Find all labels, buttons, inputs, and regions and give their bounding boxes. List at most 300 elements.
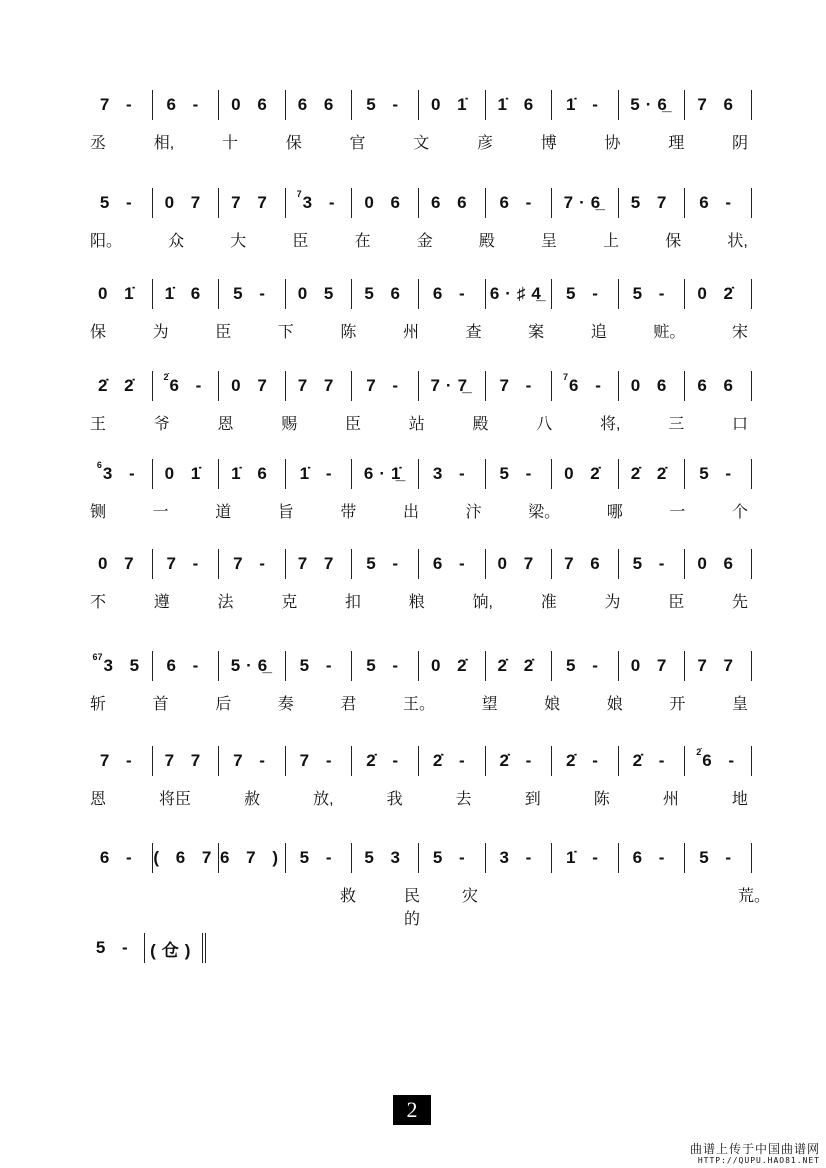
grace-note: 6 bbox=[96, 460, 102, 470]
measure-notes: 7 - bbox=[233, 554, 271, 573]
lyric: 斩 bbox=[90, 696, 107, 713]
measure bbox=[619, 279, 686, 309]
measure bbox=[219, 843, 286, 873]
lyric: 大 bbox=[230, 233, 247, 250]
measure-notes: 7 - bbox=[233, 751, 271, 770]
measure-notes: 2̇ - bbox=[366, 751, 405, 770]
measure bbox=[153, 279, 220, 309]
lyric: 十 bbox=[221, 135, 238, 152]
score-system bbox=[86, 746, 752, 809]
measure-notes: 6 7 ) bbox=[219, 848, 284, 867]
measure bbox=[286, 459, 353, 489]
measure bbox=[619, 90, 686, 120]
lyric: 三 bbox=[668, 416, 685, 433]
measure bbox=[352, 746, 419, 776]
measure-notes: 0 6 bbox=[630, 376, 673, 395]
measure bbox=[552, 279, 619, 309]
measure bbox=[685, 279, 752, 309]
measure-notes: 0 1̇ bbox=[164, 464, 207, 483]
lyric: 查 bbox=[465, 324, 482, 341]
measure-notes: 3 - bbox=[302, 193, 341, 212]
lyric: 到 bbox=[524, 791, 541, 808]
measure bbox=[86, 90, 153, 120]
measure bbox=[486, 843, 553, 873]
lyric: 道 bbox=[215, 504, 232, 521]
measure bbox=[619, 459, 686, 489]
lyric: 金 bbox=[416, 233, 433, 250]
measure-notes: 7 7 bbox=[164, 751, 207, 770]
lyric: 一 bbox=[669, 504, 686, 521]
measure-notes: 7 6 bbox=[564, 554, 606, 573]
lyric: 先 bbox=[731, 594, 748, 611]
measure-notes: 0 5 bbox=[297, 284, 340, 303]
measure-notes: 1̇ 6 bbox=[164, 284, 207, 303]
measure-notes: 2̇ 2̇ bbox=[497, 656, 540, 675]
measure-notes: 6 - bbox=[702, 751, 741, 770]
measure-notes: 6 - bbox=[632, 848, 671, 867]
measure bbox=[153, 843, 220, 873]
grace-note: 2̇ bbox=[696, 747, 702, 757]
measure bbox=[419, 371, 486, 401]
measure-notes: 7 - bbox=[99, 95, 138, 114]
measure-notes: 2̇ - bbox=[632, 751, 671, 770]
measure bbox=[153, 549, 220, 579]
measure bbox=[619, 843, 686, 873]
lyric: 协 bbox=[604, 135, 621, 152]
measure-notes: 0 2̇ bbox=[564, 464, 606, 483]
measure bbox=[286, 188, 353, 218]
measure-notes: 7 - bbox=[499, 376, 538, 395]
measure bbox=[685, 90, 752, 120]
measure-notes: 6 - bbox=[169, 376, 208, 395]
measure bbox=[352, 459, 419, 489]
measure-notes: 5 3 bbox=[364, 848, 406, 867]
lyric: 阴 bbox=[731, 135, 748, 152]
measure bbox=[619, 371, 686, 401]
measure-notes: 7 - bbox=[299, 751, 338, 770]
measure-notes: (仓) bbox=[150, 940, 197, 960]
lyric: 保 bbox=[90, 324, 107, 341]
page-number: 2 bbox=[393, 1095, 431, 1125]
lyric: 首 bbox=[152, 696, 169, 713]
lyric: 官 bbox=[349, 135, 366, 152]
measure bbox=[419, 459, 486, 489]
score-system bbox=[86, 90, 752, 153]
lyrics-line bbox=[86, 411, 752, 434]
measure bbox=[419, 843, 486, 873]
lyric: 保 bbox=[285, 135, 302, 152]
lyric: 将, bbox=[600, 416, 621, 433]
lyrics-line bbox=[86, 130, 752, 153]
lyric: 追 bbox=[590, 324, 607, 341]
measure-notes: 6 - bbox=[166, 95, 205, 114]
lyric: 准 bbox=[540, 594, 557, 611]
lyric: 案 bbox=[528, 324, 545, 341]
lyric: 臣 bbox=[668, 594, 685, 611]
lyric: 灾 bbox=[462, 888, 479, 905]
measure-notes: 7 7 bbox=[231, 193, 273, 212]
measure bbox=[86, 371, 153, 401]
measure-notes: 5 - bbox=[699, 464, 738, 483]
measure bbox=[685, 746, 752, 776]
lyric: 娘 bbox=[606, 696, 623, 713]
grace-note: 2̇ bbox=[163, 372, 169, 382]
measure-notes: 0 1̇ bbox=[430, 95, 473, 114]
measure-notes: 2̇ 2̇ bbox=[97, 376, 140, 395]
measure-notes: 3 - bbox=[432, 464, 471, 483]
lyric: 口 bbox=[731, 416, 748, 433]
measure-notes: 6 - bbox=[166, 656, 205, 675]
measure-notes: 0 2̇ bbox=[430, 656, 473, 675]
measure bbox=[352, 371, 419, 401]
lyric: 为 bbox=[604, 594, 621, 611]
measure-notes: 5 - bbox=[299, 848, 338, 867]
measure bbox=[219, 90, 286, 120]
lyric: 铡 bbox=[90, 504, 107, 521]
lyric: 宋 bbox=[731, 324, 748, 341]
measure-notes: 6 - bbox=[569, 376, 607, 395]
lyric: 保 bbox=[665, 233, 682, 250]
notation-line bbox=[86, 279, 752, 309]
measure-notes: 0 7 bbox=[164, 193, 207, 212]
lyric: 赃。 bbox=[653, 324, 686, 341]
measure bbox=[286, 746, 353, 776]
measure bbox=[419, 279, 486, 309]
measure-notes: 5 - bbox=[366, 95, 405, 114]
measure-notes: 5 - bbox=[366, 656, 405, 675]
score-system bbox=[86, 843, 771, 929]
measure-notes: 6·1̲̇ bbox=[363, 464, 407, 483]
measure bbox=[286, 651, 353, 681]
measure-notes: 5 - bbox=[632, 554, 671, 573]
grace-note: 67 bbox=[92, 652, 103, 662]
measure bbox=[219, 746, 286, 776]
measure-notes: 5 - bbox=[632, 284, 671, 303]
measure-notes: 5 - bbox=[95, 938, 134, 957]
measure bbox=[153, 90, 220, 120]
measure-notes: 6·♯4̲ bbox=[489, 284, 547, 303]
lyric: 君 bbox=[340, 696, 357, 713]
measure bbox=[153, 459, 220, 489]
lyric: 王 bbox=[90, 416, 107, 433]
measure bbox=[86, 651, 153, 681]
measure bbox=[552, 371, 619, 401]
measure bbox=[685, 371, 752, 401]
measure bbox=[419, 549, 486, 579]
measure bbox=[219, 651, 286, 681]
measure-notes: 0 7 bbox=[231, 376, 273, 395]
measure bbox=[219, 459, 286, 489]
notation-line bbox=[86, 459, 752, 489]
measure-notes: 6 - bbox=[99, 848, 138, 867]
measure bbox=[153, 651, 220, 681]
measure bbox=[286, 843, 353, 873]
measure-notes: 0 7 bbox=[630, 656, 673, 675]
notation-line bbox=[86, 549, 752, 579]
measure-notes: 7 7 bbox=[297, 554, 340, 573]
measure-notes: 3 5 bbox=[103, 656, 146, 675]
measure bbox=[486, 746, 553, 776]
measure-notes: 3 - bbox=[499, 848, 538, 867]
measure bbox=[685, 188, 752, 218]
measure bbox=[286, 549, 353, 579]
score-system bbox=[86, 371, 752, 434]
lyric: 恩 bbox=[90, 791, 107, 808]
measure bbox=[86, 746, 153, 776]
lyric: 出 bbox=[402, 504, 419, 521]
measure-notes: 5 - bbox=[566, 284, 604, 303]
measure-notes: 5 - bbox=[699, 848, 738, 867]
lyric: 汴 bbox=[465, 504, 482, 521]
measure-notes: 5 - bbox=[366, 554, 405, 573]
lyric: 上 bbox=[603, 233, 620, 250]
measure-notes: 6 6 bbox=[697, 376, 739, 395]
measure bbox=[619, 746, 686, 776]
measure-notes: 0 7 bbox=[497, 554, 540, 573]
measure-notes: 7·7̲ bbox=[430, 376, 474, 395]
lyric: 在 bbox=[354, 233, 371, 250]
measure bbox=[552, 843, 619, 873]
lyric: 呈 bbox=[540, 233, 557, 250]
measure-notes: 5 7 bbox=[630, 193, 673, 212]
score-system bbox=[86, 933, 206, 963]
lyric: 赐 bbox=[281, 416, 298, 433]
measure bbox=[86, 459, 153, 489]
measure-notes: 6 - bbox=[432, 554, 471, 573]
lyrics-line bbox=[86, 883, 771, 929]
lyric: 彦 bbox=[476, 135, 493, 152]
notation-line bbox=[86, 371, 752, 401]
measure-notes: 2̇ - bbox=[566, 751, 604, 770]
measure-notes: 0 1̇ bbox=[97, 284, 140, 303]
lyric: 爷 bbox=[153, 416, 170, 433]
measure-notes: 6 6 bbox=[430, 193, 473, 212]
lyric: 下 bbox=[277, 324, 294, 341]
measure bbox=[552, 651, 619, 681]
measure bbox=[486, 188, 553, 218]
measure-notes: 1̇ - bbox=[566, 848, 604, 867]
lyric: 恩 bbox=[217, 416, 234, 433]
lyric: 法 bbox=[217, 594, 234, 611]
measure bbox=[219, 279, 286, 309]
measure bbox=[286, 90, 353, 120]
score-system bbox=[86, 549, 752, 612]
lyric: 州 bbox=[662, 791, 679, 808]
lyric: 荒。 bbox=[738, 888, 771, 905]
lyrics-line bbox=[86, 589, 752, 612]
measure-notes: 2̇ - bbox=[499, 751, 538, 770]
measure-notes: 5 6 bbox=[364, 284, 406, 303]
lyric: 望 bbox=[481, 696, 498, 713]
score-system bbox=[86, 188, 752, 251]
lyric: 饷, bbox=[472, 594, 493, 611]
measure bbox=[86, 843, 153, 873]
lyric: 状, bbox=[727, 233, 748, 250]
lyric: 博 bbox=[540, 135, 557, 152]
measure bbox=[552, 746, 619, 776]
lyrics-line bbox=[86, 786, 752, 809]
measure bbox=[352, 549, 419, 579]
measure-notes: 6 6 bbox=[297, 95, 340, 114]
measure-notes: 5 - bbox=[566, 656, 604, 675]
score-system bbox=[86, 279, 752, 342]
measure-notes: 0 7 bbox=[97, 554, 140, 573]
lyric: 陈 bbox=[593, 791, 610, 808]
notation-line bbox=[86, 843, 752, 873]
measure-notes: 5 - bbox=[99, 193, 138, 212]
measure-notes: 3 - bbox=[102, 464, 141, 483]
lyric: 为 bbox=[152, 324, 169, 341]
measure bbox=[619, 549, 686, 579]
measure bbox=[86, 549, 153, 579]
grace-note: 7 bbox=[296, 189, 302, 199]
measure-notes: 5·6̲ bbox=[630, 95, 673, 114]
measure-notes: 5 - bbox=[299, 656, 338, 675]
measure bbox=[145, 933, 207, 963]
lyrics-line bbox=[86, 499, 752, 522]
lyric: 站 bbox=[408, 416, 425, 433]
lyric: 我 bbox=[386, 791, 403, 808]
lyric: 一 bbox=[152, 504, 169, 521]
measure bbox=[619, 651, 686, 681]
measure bbox=[86, 933, 145, 963]
measure-notes: 0 6 bbox=[231, 95, 273, 114]
lyric: 殿 bbox=[478, 233, 495, 250]
measure-notes: 7 - bbox=[366, 376, 405, 395]
measure-notes: 7 - bbox=[99, 751, 138, 770]
lyric: 奏 bbox=[277, 696, 294, 713]
measure bbox=[419, 651, 486, 681]
grace-note: 7 bbox=[563, 372, 569, 382]
measure bbox=[685, 549, 752, 579]
measure-notes: 6 - bbox=[499, 193, 538, 212]
lyric: 民的 bbox=[404, 888, 421, 928]
lyric: 梁。 bbox=[528, 504, 561, 521]
lyric: 臣 bbox=[345, 416, 362, 433]
measure-notes: 0 6 bbox=[364, 193, 406, 212]
measure-notes: 1̇ - bbox=[299, 464, 338, 483]
lyric: 陈 bbox=[340, 324, 357, 341]
measure-notes: 5 - bbox=[432, 848, 471, 867]
measure-notes: 2̇ 2̇ bbox=[630, 464, 673, 483]
lyric: 救 bbox=[340, 888, 357, 905]
lyric: 八 bbox=[536, 416, 553, 433]
lyric: 将臣 bbox=[159, 791, 192, 808]
measure bbox=[419, 188, 486, 218]
measure-notes: 6 - bbox=[699, 193, 738, 212]
lyric: 相, bbox=[153, 135, 175, 152]
measure bbox=[86, 188, 153, 218]
measure-notes: 7 - bbox=[166, 554, 205, 573]
lyric: 旨 bbox=[277, 504, 294, 521]
lyric: 粮 bbox=[408, 594, 425, 611]
lyrics-line bbox=[86, 228, 752, 251]
lyric: 地 bbox=[731, 791, 748, 808]
measure-notes: 2̇ - bbox=[432, 751, 471, 770]
measure bbox=[419, 90, 486, 120]
lyric: 放, bbox=[313, 791, 334, 808]
measure bbox=[486, 549, 553, 579]
measure-notes: 7 7 bbox=[297, 376, 340, 395]
measure bbox=[86, 279, 153, 309]
lyric: 理 bbox=[668, 135, 685, 152]
measure bbox=[219, 188, 286, 218]
lyric: 扣 bbox=[345, 594, 362, 611]
measure-notes: 1̇ 6 bbox=[497, 95, 540, 114]
measure bbox=[219, 549, 286, 579]
lyric: 开 bbox=[669, 696, 686, 713]
lyric: 文 bbox=[413, 135, 430, 152]
measure bbox=[153, 746, 220, 776]
measure bbox=[419, 746, 486, 776]
lyric: 个 bbox=[731, 504, 748, 521]
lyric: 娘 bbox=[544, 696, 561, 713]
measure bbox=[685, 843, 752, 873]
lyric: 赦 bbox=[244, 791, 261, 808]
measure bbox=[486, 651, 553, 681]
measure-notes: 6 - bbox=[432, 284, 471, 303]
lyrics-line bbox=[86, 319, 752, 342]
lyric: 后 bbox=[215, 696, 232, 713]
measure bbox=[352, 188, 419, 218]
watermark-url: HTTP://QUPU.HAO81.NET bbox=[697, 1156, 820, 1165]
lyric: 阳。 bbox=[90, 233, 123, 250]
measure bbox=[552, 459, 619, 489]
lyric: 王。 bbox=[402, 696, 435, 713]
measure bbox=[352, 651, 419, 681]
measure bbox=[219, 371, 286, 401]
watermark-text: 曲谱上传于中国曲谱网 bbox=[689, 1142, 820, 1156]
lyric: 臣 bbox=[215, 324, 232, 341]
measure bbox=[352, 843, 419, 873]
lyric: 臣 bbox=[292, 233, 309, 250]
measure-notes: 5 - bbox=[499, 464, 538, 483]
lyrics-line bbox=[86, 691, 752, 714]
lyric: 遵 bbox=[153, 594, 170, 611]
measure-notes: 1̇ - bbox=[566, 95, 604, 114]
lyric: 哪 bbox=[606, 504, 623, 521]
measure-notes: 7·6̲ bbox=[563, 193, 607, 212]
notation-line bbox=[86, 933, 206, 963]
measure bbox=[619, 188, 686, 218]
measure bbox=[352, 279, 419, 309]
measure bbox=[486, 279, 553, 309]
lyric: 带 bbox=[340, 504, 357, 521]
lyric: 州 bbox=[402, 324, 419, 341]
measure bbox=[153, 188, 220, 218]
measure bbox=[685, 459, 752, 489]
notation-line bbox=[86, 188, 752, 218]
lyric: 去 bbox=[455, 791, 472, 808]
measure bbox=[486, 459, 553, 489]
measure bbox=[486, 371, 553, 401]
lyric: 丞 bbox=[90, 135, 107, 152]
lyric: 众 bbox=[168, 233, 185, 250]
measure-notes: 7 6 bbox=[697, 95, 739, 114]
notation-line bbox=[86, 746, 752, 776]
measure bbox=[552, 188, 619, 218]
measure bbox=[352, 90, 419, 120]
notation-line bbox=[86, 651, 752, 681]
measure-notes: 7 7 bbox=[697, 656, 739, 675]
lyric: 不 bbox=[90, 594, 107, 611]
measure-notes: 0 2̇ bbox=[697, 284, 739, 303]
measure-notes: 5 - bbox=[233, 284, 271, 303]
measure-notes: 0 6 bbox=[697, 554, 739, 573]
notation-line bbox=[86, 90, 752, 120]
measure bbox=[552, 90, 619, 120]
lyric: 殿 bbox=[472, 416, 489, 433]
